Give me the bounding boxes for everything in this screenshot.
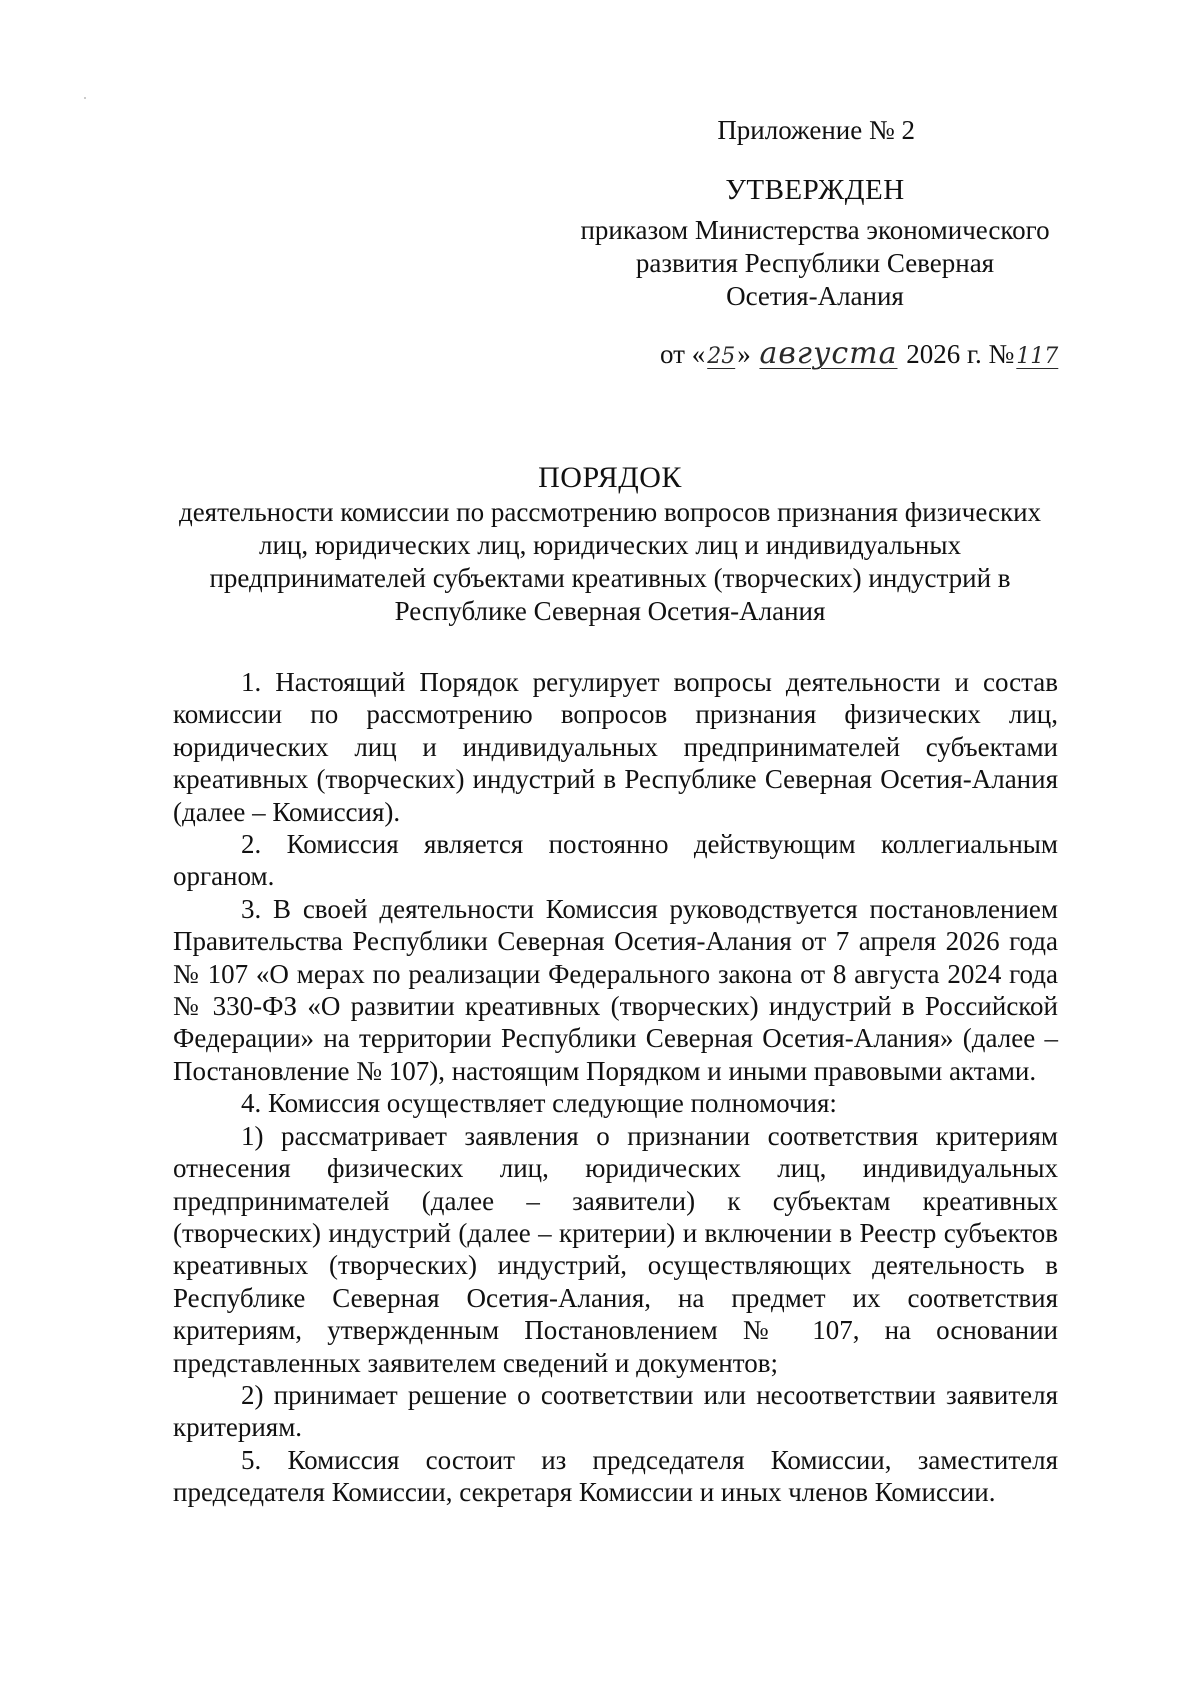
document-subtitle-line: лиц, юридических лиц, юридических лиц и индивидуальных [258, 530, 961, 560]
appendix-label: Приложение № 2 [717, 115, 915, 145]
date-year: 2026 г. № [906, 339, 1015, 369]
document-title: ПОРЯДОК [538, 461, 682, 494]
document-title-block [150, 460, 1070, 628]
approval-block [560, 172, 1070, 313]
document-body [173, 666, 1058, 1509]
date-quote-close: » [737, 339, 751, 369]
document-subtitle-line: предпринимателей субъектами креативных (творческих) индустрий в [209, 563, 1011, 593]
approval-line: Осетия-Алания [726, 281, 904, 311]
order-date-line [660, 336, 1060, 375]
approval-line: развития Республики Северная [635, 248, 995, 278]
paragraph-4-item-2: 2) принимает решение о соответствии или несоответствии заявителя критериям. [173, 1379, 1058, 1443]
date-prefix: от « [660, 339, 706, 369]
handwritten-order-number: 117 [1016, 344, 1059, 369]
document-subtitle-line: деятельности комиссии по рассмотрению вопросов признания физических [178, 497, 1042, 527]
paragraph-3: 3. В своей деятельности Комиссия руководствуется постановлением Правительства Республики Северная Осетия-Алания от 7 апреля 2026 года № 107 «О мерах по реализации Федерального закона от 8 августа 2024 года № 330-ФЗ «О развитии креативных (творческих) индустрий в Российской Федерации» на территории Республики Северная Осетия-Алания» (далее – Постановление № 107), настоящим Порядком и иными правовыми актами. [173, 893, 1058, 1086]
paragraph-2: 2. Комиссия является постоянно действующим коллегиальным органом. [173, 829, 1058, 892]
paragraph-4: 4. Комиссия осуществляет следующие полномочия: [241, 1088, 837, 1119]
handwritten-day: 25 [707, 344, 736, 369]
paragraph-4-item-1: 1) рассматривает заявления о признании соответствия критериям отнесения физических лиц, юридических лиц, индивидуальных предпринимателей (далее – заявители) к субъектам креативных (творческих) индустрий (далее – критерии) и включении в Реестр субъектов креативных (творческих) индустрий, осуществляющих деятельность в Республике Северная Осетия-Алания, на предмет их соответствия критериям, утвержденным Постановлением № 107, на основании представленных заявителем сведений и документов; [173, 1120, 1058, 1378]
paragraph-1: 1. Настоящий Порядок регулирует вопросы деятельности и состав комиссии по рассмотрению вопросов признания физических лиц, юридических лиц и индивидуальных предпринимателей субъектами креативных (творческих) индустрий в Республике Северная Осетия-Алания (далее – Комиссия). [173, 667, 1058, 827]
handwritten-month: августа [759, 336, 898, 371]
approval-line: приказом Министерства экономического [580, 215, 1050, 245]
document-subtitle-line: Республике Северная Осетия-Алания [394, 596, 826, 626]
approval-title: УТВЕРЖДЕН [725, 174, 905, 206]
scan-speck [84, 97, 86, 99]
paragraph-5: 5. Комиссия состоит из председателя Комиссии, заместителя председателя Комиссии, секретаря Комиссии и иных членов Комиссии. [173, 1444, 1058, 1508]
